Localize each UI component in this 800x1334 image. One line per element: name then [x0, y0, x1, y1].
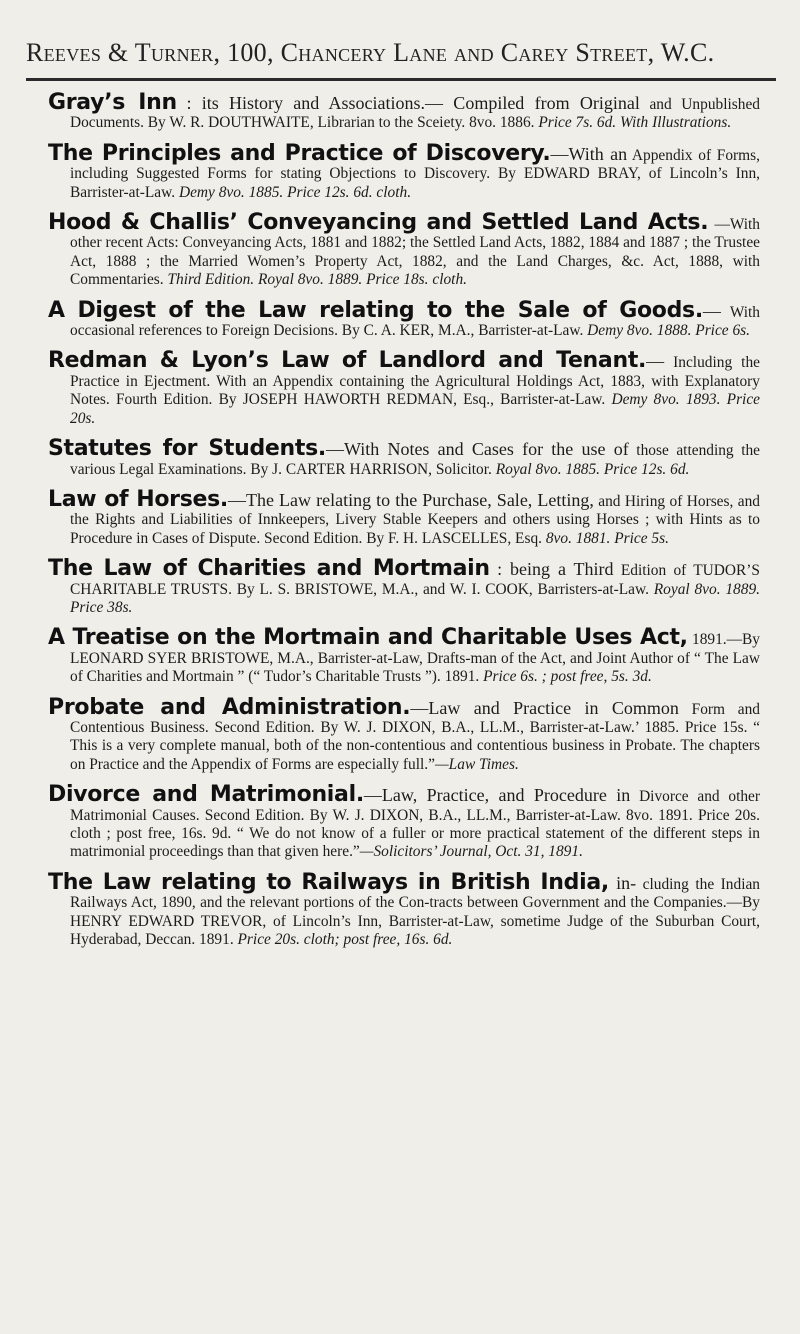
catalogue-entry — [48, 694, 760, 775]
entry-title: The Principles and Practice of Discovery. — [48, 140, 551, 166]
entry-body: and Hiring of Horses, and the Rights and Liabilities of Innkeepers, Livery Stable Keepers and others using Horses ; with Hints as to Procedure in Cases of Dispute. Second Edition. By F. H. LASCELLES, Esq. — [70, 492, 760, 547]
entry-title: Gray’s Inn — [48, 90, 177, 115]
entry-detail: 8vo. 1881. Price 5s. — [545, 529, 669, 547]
entry-detail: Royal 8vo. 1885. Price 12s. 6d. — [495, 460, 690, 478]
entry-lead: —Law, Practice, and Procedure in — [363, 785, 631, 806]
entry-lead: —The Law relating to the Purchase, Sale, Letting, — [227, 489, 594, 510]
entry-title: Law of Horses. — [48, 486, 228, 512]
entry-title: A Digest of the Law relating to the Sale of Goods. — [48, 297, 703, 323]
entry-body: and Unpublished Documents. By W. R. DOUTHWAITE, Librarian to the Sceiety. 8vo. 1886. — [70, 96, 760, 132]
catalogue-entry — [48, 210, 761, 290]
entry-detail: Royal 8vo. 1889. Price 38s. — [70, 580, 760, 616]
running-head: Reeves & Turner, 100, Chancery Lane and Carey Street, W.C. — [26, 38, 715, 67]
catalogue-entry — [48, 297, 761, 341]
catalogue-entry — [48, 869, 760, 950]
entry-lead: —With an — [550, 143, 628, 164]
entry-title: Statutes for Students. — [48, 436, 326, 462]
entry-title: A Treatise on the Mortmain and Charitable Uses Act, — [48, 625, 688, 651]
entry-body: 1891.—By LEONARD SYER BRISTOWE, M.A., Barrister-at-Law, Drafts-man of the Act, and Joint Author of “ The Law of Charities and Mortmain ” (“ Tudor’s Charitable Trusts ”). 1891. — [70, 631, 760, 686]
catalogue-entry — [48, 556, 760, 617]
catalogue-entry — [48, 348, 760, 428]
header-rule — [26, 78, 776, 81]
entry-title: Probate and Administration. — [48, 694, 411, 720]
entry-lead: — — [646, 351, 665, 372]
entry-detail: —Law Times. — [435, 755, 519, 773]
entry-title: Divorce and Matrimonial. — [48, 782, 364, 808]
entry-body: Appendix of Forms, including Suggested Forms for stating Objections to Discovery. By EDWARD BRAY, of Lincoln’s Inn, Barrister-at-Law. — [70, 146, 760, 201]
entry-title: The Law relating to Railways in British India, — [48, 869, 609, 895]
entry-body: Divorce and other Matrimonial Causes. Second Edition. By W. J. DIXON, B.A., LL.M., Barrister-at-Law. 8vo. 1891. Price 20s. cloth ; post free, 16s. 9d. “ We do not know of a fuller or more practical statement of the different steps in matrimonial proceedings than that given here.” — [70, 788, 760, 861]
entry-lead: : its History and Associations.— Compiled from Original — [186, 93, 640, 113]
entry-lead: — — [702, 300, 721, 321]
entry-body: With occasional references to Foreign Decisions. By C. A. KER, M.A., Barrister-at-Law. — [70, 303, 761, 340]
entry-detail: —Solicitors’ Journal, Oct. 31, 1891. — [359, 843, 583, 861]
entry-body: —With other recent Acts: Conveyancing Acts, 1881 and 1882; the Settled Land Acts, 1882, 1884 and 1887 ; the Trustee Act, 1888 ; the Married Women’s Property Act, 1882, and the Land Charges, &c. Act, 1888, with Commentaries. — [70, 216, 761, 289]
entry-detail: Demy 8vo. 1893. Price 20s. — [70, 391, 760, 427]
entry-detail: Third Edition. Royal 8vo. 1889. Price 18s. cloth. — [167, 271, 467, 289]
entry-title: Hood & Challis’ Conveyancing and Settled Land Acts. — [48, 210, 709, 236]
catalogue-entry — [48, 486, 760, 548]
entry-lead: : being a Third — [497, 559, 614, 580]
entry-body: Edition of TUDOR’S CHARITABLE TRUSTS. By L. S. BRISTOWE, M.A., and W. I. COOK, Barristers-at-Law. — [70, 562, 760, 598]
entry-detail: Price 6s. ; post free, 5s. 3d. — [483, 668, 652, 686]
entry-lead: in- — [608, 872, 637, 893]
catalogue-entries — [48, 90, 761, 961]
entry-title: The Law of Charities and Mortmain — [48, 556, 490, 582]
catalogue-entry — [48, 140, 760, 202]
entry-detail: Demy 8vo. 1885. Price 12s. 6d. cloth. — [178, 183, 412, 201]
entry-body: Including the Practice in Ejectment. With an Appendix containing the Agricultural Holdings Act, 1883, with Explanatory Notes. Fourth Edition. By JOSEPH HAWORTH REDMAN, Esq., Barrister-at-Law. — [70, 354, 760, 409]
entry-body: those attending the various Legal Examinations. By J. CARTER HARRISON, Solicitor. — [70, 442, 760, 478]
entry-title: Redman & Lyon’s Law of Landlord and Tenant. — [48, 348, 647, 374]
catalogue-entry — [48, 90, 760, 133]
catalogue-entry — [48, 782, 760, 862]
entry-body: cluding the Indian Railways Act, 1890, and the relevant portions of the Con-tracts between Government and the Companies.—By HENRY EDWARD TREVOR, of Lincoln’s Inn, Barrister-at-Law, sometime Judge of the Suburban Court, Hyderabad, Deccan. 1891. — [70, 875, 760, 949]
entry-detail: Price 20s. cloth; post free, 16s. 6d. — [237, 931, 453, 949]
entry-detail: Demy 8vo. 1888. Price 6s. — [587, 322, 750, 340]
catalogue-entry — [48, 436, 760, 479]
entry-lead: —With Notes and Cases for the use of — [325, 439, 629, 460]
entry-lead: —Law and Practice in Common — [410, 697, 679, 718]
catalogue-entry — [48, 625, 760, 686]
entry-body: Form and Contentious Business. Second Edition. By W. J. DIXON, B.A., LL.M., Barrister-at-Law.’ 1885. Price 15s. “ This is a very complete manual, both of the non-contentious and contentious business in Probate. The chapters on Practice and the Appendix of Forms are especially full.” — [70, 700, 760, 773]
entry-detail: Price 7s. 6d. With Illustrations. — [538, 114, 732, 132]
